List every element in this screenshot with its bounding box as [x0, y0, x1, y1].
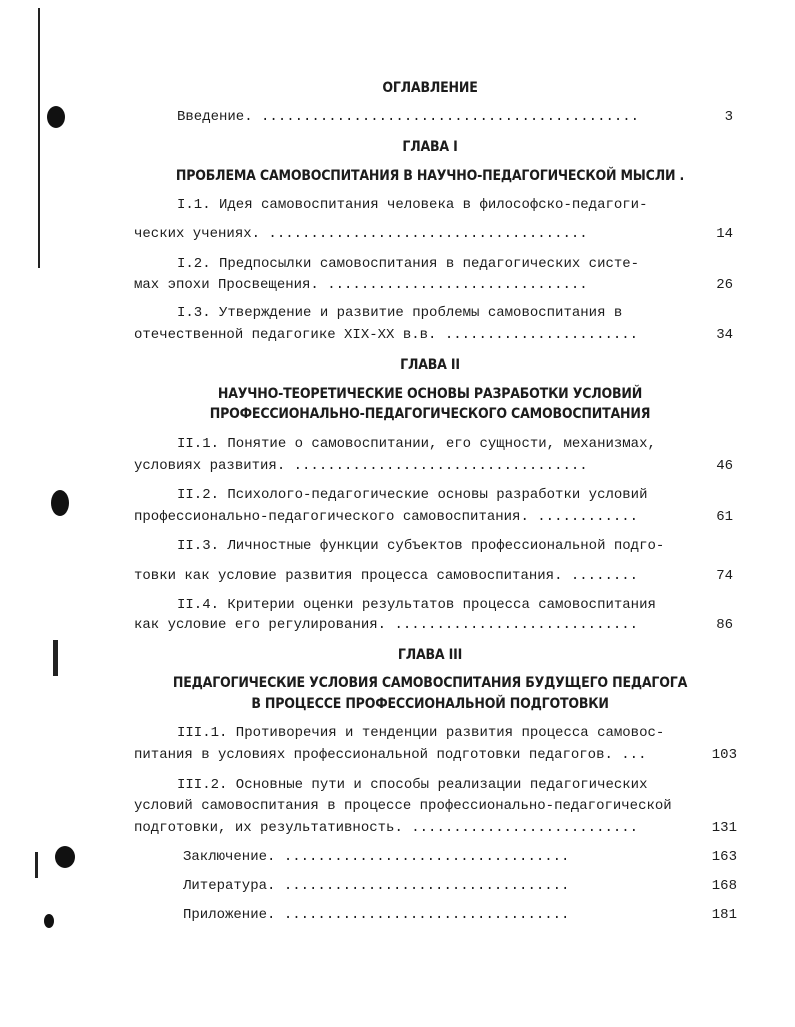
toc-page-2-4: 86	[716, 617, 733, 633]
toc-entry-appendix: Приложение. ..................................	[183, 907, 570, 923]
chapter-1-title: ПРОБЛЕМА САМОВОСПИТАНИЯ В НАУЧНО-ПЕДАГОГИЧЕСКОЙ МЫСЛИ .	[175, 168, 685, 184]
toc-page-2-2: 61	[716, 509, 733, 525]
toc-entry-1-1-line-2: ческих учениях. ......................................	[134, 226, 588, 242]
toc-entry-3-1-line-2: питания в условиях профессиональной подготовки педагогов. ...	[134, 747, 647, 763]
toc-entry-2-1-line-2: условиях развития. ...................................	[134, 458, 588, 474]
toc-page-1-1: 14	[716, 226, 733, 242]
toc-title: ОГЛАВЛЕНИЕ	[382, 80, 478, 96]
chapter-3-title-line-1: ПЕДАГОГИЧЕСКИЕ УСЛОВИЯ САМОВОСПИТАНИЯ БУДУЩЕГО ПЕДАГОГА	[172, 675, 688, 691]
toc-entry-conclusion: Заключение. ..................................	[183, 849, 570, 865]
toc-entry-literature: Литература. ..................................	[183, 878, 570, 894]
binding-edge-line	[35, 852, 38, 878]
punch-hole-mark	[55, 846, 75, 868]
toc-entry-3-2-line-3: подготовки, их результативность. ...........................	[134, 820, 639, 836]
binding-edge-line	[53, 640, 58, 676]
toc-entry-1-2-line-1: I.2. Предпосылки самовоспитания в педагогических систе-	[177, 256, 640, 272]
toc-entry-3-1-line-1: III.1. Противоречия и тенденции развития процесса самовос-	[177, 725, 665, 741]
binding-edge-line	[38, 8, 40, 268]
toc-page-literature: 168	[711, 878, 737, 894]
toc-entry-2-4-line-2: как условие его регулирования. .............................	[134, 617, 639, 633]
toc-entry-1-3-line-1: I.3. Утверждение и развитие проблемы самовоспитания в	[177, 305, 623, 321]
toc-entry-3-2-line-2: условий самовоспитания в процессе профессионально-педагогической	[134, 798, 672, 814]
toc-page-3-1: 103	[711, 747, 737, 763]
toc-page-1-2: 26	[716, 277, 733, 293]
toc-page-2-1: 46	[716, 458, 733, 474]
toc-entry-2-4-line-1: II.4. Критерии оценки результатов процесса самовоспитания	[177, 597, 656, 613]
toc-entry-1-3-line-2: отечественной педагогике XIX-XX в.в. .......................	[134, 327, 639, 343]
chapter-2-title-line-1: НАУЧНО-ТЕОРЕТИЧЕСКИЕ ОСНОВЫ РАЗРАБОТКИ УСЛОВИЙ	[217, 386, 643, 402]
toc-entry-2-3-line-2: товки как условие развития процесса самовоспитания. ........	[134, 568, 639, 584]
chapter-2-title-line-2: ПРОФЕССИОНАЛЬНО-ПЕДАГОГИЧЕСКОГО САМОВОСПИТАНИЯ	[209, 406, 651, 422]
toc-page-2-3: 74	[716, 568, 733, 584]
toc-entry-introduction: Введение. .............................................	[177, 109, 640, 125]
toc-entry-2-2-line-1: II.2. Психолого-педагогические основы разработки условий	[177, 487, 648, 503]
chapter-1-label: ГЛАВА I	[402, 139, 458, 155]
chapter-3-label: ГЛАВА III	[397, 647, 463, 663]
chapter-2-label: ГЛАВА II	[400, 357, 460, 373]
toc-entry-2-2-line-2: профессионально-педагогического самовоспитания. ............	[134, 509, 639, 525]
punch-hole-mark	[47, 106, 65, 128]
toc-entry-2-3-line-1: II.3. Личностные функции субъектов профессиональной подго-	[177, 538, 665, 554]
toc-page-introduction: 3	[724, 109, 733, 125]
ink-blot-mark	[44, 914, 54, 928]
toc-entry-1-1-line-1: I.1. Идея самовоспитания человека в философско-педагоги-	[177, 197, 648, 213]
toc-page-1-3: 34	[716, 327, 733, 343]
toc-entry-2-1-line-1: II.1. Понятие о самовоспитании, его сущности, механизмах,	[177, 436, 656, 452]
toc-page-conclusion: 163	[711, 849, 737, 865]
chapter-3-title-line-2: В ПРОЦЕССЕ ПРОФЕССИОНАЛЬНОЙ ПОДГОТОВКИ	[251, 696, 609, 712]
punch-hole-mark	[51, 490, 69, 516]
toc-page-3-2: 131	[711, 820, 737, 836]
toc-entry-1-2-line-2: мах эпохи Просвещения. ...............................	[134, 277, 588, 293]
toc-page-appendix: 181	[711, 907, 737, 923]
toc-entry-3-2-line-1: III.2. Основные пути и способы реализации педагогических	[177, 777, 648, 793]
